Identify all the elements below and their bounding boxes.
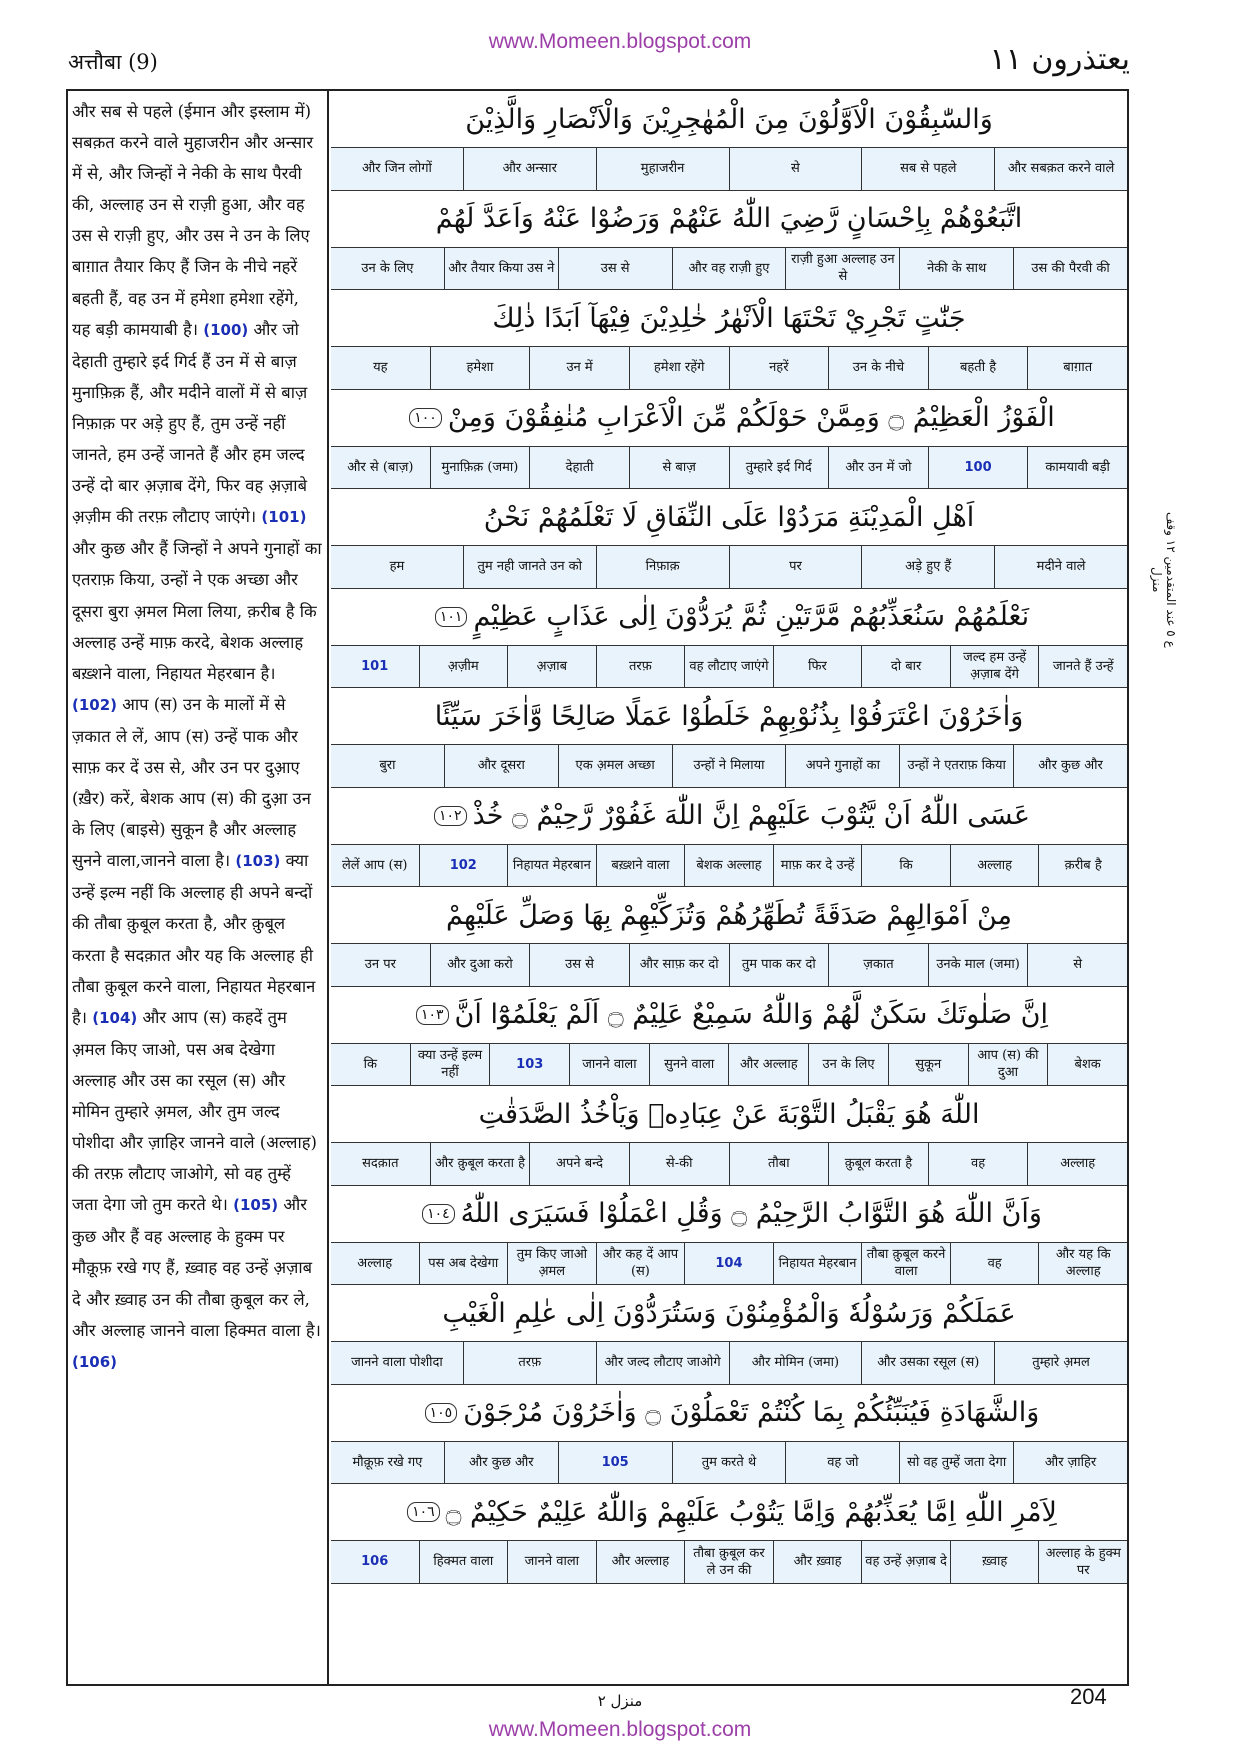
arabic-line — [331, 390, 1127, 446]
translation-text: और जो देहाती तुम्हारे इर्द गिर्द हैं उन में से बाज़ मुनाफ़िक़ हैं, और मदीने वालों में से बाज़ निफ़ाक़ पर अड़े हुए हैं, तुम उन्हें नहीं जानते, हम उन्हें जानते हैं और हम जल्द उन्हें दो बार अ़ज़ाब देंगे, फिर वह अ़ज़ाबे अ़ज़ीम की तरफ़ लौटाए जाएंगे। — [72, 319, 308, 527]
word-meaning-cell: सदक़ात — [362, 1156, 399, 1172]
verse-row — [331, 1285, 1127, 1385]
word-meaning-cell: अपने बन्दे — [529, 1143, 629, 1185]
word-meaning-cell: तुम नही जानते उन को — [463, 546, 596, 588]
word-meaning-cell: 106 — [361, 1554, 389, 1570]
word-meaning-cell: हमेशा रहेंगे — [629, 347, 729, 389]
word-meaning-cell: उस से — [558, 248, 672, 290]
word-meaning-cell: और वह राज़ी हुए — [672, 248, 786, 290]
word-meaning-cell: और से (बाज़) — [347, 459, 414, 475]
verse-row — [331, 489, 1127, 589]
word-meaning-cell: 104 — [684, 1243, 773, 1285]
verse-number: (102) — [72, 695, 118, 714]
word-meaning-cell: उन्हों ने एतराफ़ किया — [899, 745, 1013, 787]
word-meaning-cell: हिक्मत वाला — [419, 1541, 508, 1583]
arabic-text: عَسَى اللّٰهُ اَنْ يَّتُوْبَ عَلَيْهِمْ اِنَّ اللّٰهَ غَفُوْرٌ رَّحِيْمٌ ۝ خُذْ — [472, 800, 1030, 831]
word-meaning-cell: पस अब देखेगा — [419, 1243, 508, 1285]
arabic-line — [331, 1285, 1127, 1341]
verse-row — [331, 589, 1127, 689]
translation-verse — [72, 1008, 317, 1215]
arabic-line — [331, 887, 1127, 943]
word-meaning-cell: मुहाजरीन — [596, 148, 729, 190]
word-meaning-cell: और जिन लोगों — [361, 161, 432, 177]
translation-verse — [72, 851, 315, 1026]
word-meaning-row — [331, 545, 1127, 589]
word-meaning-cell: अल्लाह के हुक्म पर — [1038, 1541, 1127, 1583]
word-meaning-cell: तुम पाक कर दो — [729, 944, 829, 986]
word-meaning-cell: और अल्लाह — [596, 1541, 685, 1583]
word-meaning-cell: तौबा क़ुबूल करने वाला — [861, 1243, 950, 1285]
arabic-line — [331, 788, 1127, 844]
word-meaning-cell: बेशक अल्लाह — [684, 845, 773, 887]
word-meaning-cell: और दूसरा — [444, 745, 558, 787]
word-meaning-cell: यह — [373, 360, 388, 376]
word-meaning-cell: निफ़ाक़ — [596, 546, 729, 588]
verse-row — [331, 1385, 1127, 1485]
verse-number: (100) — [203, 320, 249, 339]
arabic-text: اللّٰهَ هُوَ يَقْبَلُ التَّوْبَةَ عَنْ عِبَادِهٖ وَيَاْخُذُ الصَّدَقٰتِ — [478, 1098, 980, 1130]
word-meaning-cell: अल्लाह — [1027, 1143, 1127, 1185]
word-meaning-cell: क्या उन्हें इल्म नहीं — [410, 1044, 490, 1086]
word-meaning-cell: तुम्हारे इर्द गिर्द — [729, 447, 829, 489]
word-meaning-cell: 103 — [489, 1044, 569, 1086]
word-meaning-cell: पर — [729, 546, 862, 588]
word-meaning-cell: सुनने वाला — [649, 1044, 729, 1086]
word-meaning-cell: जानते हैं उन्हें — [1038, 646, 1127, 688]
word-meaning-cell: बुरा — [379, 758, 396, 774]
word-meaning-row — [331, 147, 1127, 191]
word-meaning-cell: अड़े हुए हैं — [861, 546, 994, 588]
word-meaning-cell: और कुछ और — [444, 1442, 558, 1484]
translation-text: और आप (स) कहदें तुम अ़मल किए जाओ, पस अब देखेगा अल्लाह और उस का रसूल (स) और मोमिन तुम्हारे अ़मल, और तुम जल्द पोशीदा और ज़ाहिर जानने वाले (अल्लाह) की तरफ़ लौटाए जाओगे, सो वह तुम्हें जता देगा जो तुम करते थे। — [72, 1007, 317, 1215]
word-meaning-cell: और यह कि अल्लाह — [1038, 1243, 1127, 1285]
arabic-line — [331, 191, 1127, 247]
verse-row — [331, 987, 1127, 1087]
word-meaning-cell: सो वह तुम्हें जता देगा — [899, 1442, 1013, 1484]
translation-verse — [72, 1195, 321, 1370]
word-meaning-cell: देहाती — [529, 447, 629, 489]
word-meaning-cell: बहती है — [928, 347, 1028, 389]
word-meaning-cell: अल्लाह — [950, 845, 1039, 887]
arabic-line — [331, 688, 1127, 744]
word-meaning-cell: और सबक़त करने वाले — [994, 148, 1127, 190]
word-meaning-cell: और अन्सार — [463, 148, 596, 190]
word-meaning-cell: और साफ़ कर दो — [629, 944, 729, 986]
word-meaning-cell: लेलें आप (स) — [341, 857, 408, 873]
word-meaning-cell: एक अ़मल अच्छा — [558, 745, 672, 787]
arabic-text: اَهْلِ الْمَدِيْنَةِ مَرَدُوْا عَلَى النِّفَاقِ لَا تَعْلَمُهُمْ نَحْنُ — [483, 501, 975, 533]
word-meaning-cell: अल्लाह — [357, 1255, 393, 1271]
word-meaning-cell: मौक़ूफ़ रखे गए — [352, 1454, 423, 1470]
word-meaning-row — [331, 1043, 1127, 1087]
word-meaning-cell: कि — [861, 845, 950, 887]
translation-verse — [72, 320, 307, 527]
word-meaning-cell: राज़ी हुआ अल्लाह उन से — [785, 248, 899, 290]
word-meaning-cell: और उन में जो — [828, 447, 928, 489]
word-by-word-column — [331, 91, 1127, 1684]
translation-text: आप (स) उन के मालों में से ज़कात ले लें, आप (स) उन्हें पाक और साफ़ कर दें उस से, और उन पर दुआ़ए (ख़ैर) करें, बेशक आप (स) की दुआ़ उन के लिए (बाइसे) सुकून है और अल्लाह सुनने वाला,जानने वाला है। — [72, 694, 311, 871]
juz-name-arabic: يعتذرون ١١ — [989, 42, 1130, 77]
word-meaning-cell: और क़ुबूल करता है — [430, 1143, 530, 1185]
arabic-text: اتَّبَعُوْهُمْ بِاِحْسَانٍ رَّضِيَ اللّٰهُ عَنْهُمْ وَرَضُوْا عَنْهُ وَاَعَدَّ لَهُمْ — [435, 203, 1023, 234]
verse-number: (105) — [233, 1196, 279, 1215]
word-meaning-cell: और जल्द लौटाए जाओगे — [596, 1342, 729, 1384]
arabic-text: وَاٰخَرُوْنَ اعْتَرَفُوْا بِذُنُوْبِهِمْ خَلَطُوْا عَمَلًا صَالِحًا وَّاٰخَرَ سَيِّئًا — [434, 700, 1024, 732]
word-meaning-cell: उन्हों ने मिलाया — [672, 745, 786, 787]
word-meaning-row — [331, 1441, 1127, 1485]
arabic-line — [331, 1086, 1127, 1142]
manzil-label: منزل ٢ — [597, 1692, 643, 1710]
word-meaning-cell: फिर — [773, 646, 862, 688]
word-meaning-cell: तरफ़ — [596, 646, 685, 688]
verse-row — [331, 91, 1127, 191]
word-meaning-cell: उन में — [529, 347, 629, 389]
word-meaning-cell: अ़ज़ाब — [507, 646, 596, 688]
word-meaning-cell: माफ़ कर दे उन्हें — [773, 845, 862, 887]
ayah-end-marker: ١٠٠ — [409, 408, 442, 428]
word-meaning-cell: जल्द हम उन्हें अ़ज़ाब देंगे — [950, 646, 1039, 688]
word-meaning-cell: क़ुबूल करता है — [828, 1143, 928, 1185]
word-meaning-row — [331, 346, 1127, 390]
word-meaning-cell: वह — [950, 1243, 1039, 1285]
word-meaning-cell: बाग़ात — [1027, 347, 1127, 389]
word-meaning-cell: नेकी के साथ — [899, 248, 1013, 290]
translation-text: और कुछ और हैं जिन्हों ने अपने गुनाहों का एतराफ़ किया, उन्हों ने एक अच्छा और दूसरा बुरा अ़मल मिला लिया, क़रीब है कि अल्लाह उन्हें माफ़ करदे, बेशक अल्लाह बख़्शने वाला, निहायत मेहरबान है। — [72, 539, 322, 683]
word-meaning-cell: मुनाफ़िक़ (जमा) — [430, 447, 530, 489]
word-meaning-cell: बेशक — [1047, 1044, 1127, 1086]
site-url-bottom[interactable]: www.Momeen.blogspot.com — [488, 1718, 752, 1741]
word-meaning-cell: हमेशा — [430, 347, 530, 389]
word-meaning-cell: 100 — [928, 447, 1028, 489]
word-meaning-cell: मदीने वाले — [994, 546, 1127, 588]
word-meaning-cell: तौबा क़ुबूल कर ले उन की — [684, 1541, 773, 1583]
verse-row — [331, 887, 1127, 987]
arabic-text: وَالشَّهَادَةِ فَيُنَبِّئُكُمْ بِمَا كُنْتُمْ تَعْمَلُوْنَ ۝ وَاٰخَرُوْنَ مُرْجَوْنَ — [463, 1397, 1040, 1428]
verse-number: (101) — [261, 508, 307, 527]
word-meaning-row — [331, 1341, 1127, 1385]
verse-row — [331, 1186, 1127, 1286]
word-meaning-cell: उन के नीचे — [828, 347, 928, 389]
word-meaning-cell: उन के लिए — [808, 1044, 888, 1086]
verse-row — [331, 390, 1127, 490]
arabic-text: مِنْ اَمْوَالِهِمْ صَدَقَةً تُطَهِّرُهُمْ وَتُزَكِّيْهِمْ بِهَا وَصَلِّ عَلَيْهِمْ — [446, 899, 1012, 931]
verse-number: (104) — [92, 1008, 138, 1027]
verse-number: (106) — [72, 1352, 118, 1371]
arabic-text: وَاَنَّ اللّٰهَ هُوَ التَّوَّابُ الرَّحِيْمُ ۝ وَقُلِ اعْمَلُوْا فَسَيَرَى اللّٰهُ — [460, 1198, 1042, 1229]
arabic-line — [331, 91, 1127, 147]
arabic-line — [331, 589, 1127, 645]
word-meaning-row — [331, 645, 1127, 689]
word-meaning-cell: और दुआ करो — [430, 944, 530, 986]
word-meaning-cell: उन के लिए — [361, 260, 414, 276]
word-meaning-cell: तुम किए जाओ अ़मल — [507, 1243, 596, 1285]
word-meaning-cell: जानने वाला — [507, 1541, 596, 1583]
word-meaning-cell: ख़्वाह — [950, 1541, 1039, 1583]
word-meaning-cell: और उसका रसूल (स) — [861, 1342, 994, 1384]
arabic-text: جَنّٰتٍ تَجْرِيْ تَحْتَهَا الْاَنْهٰرُ خٰلِدِيْنَ فِيْهَآ اَبَدًا ذٰلِكَ — [492, 302, 966, 334]
word-meaning-cell: कामयावी बड़ी — [1027, 447, 1127, 489]
word-meaning-cell: वह जो — [785, 1442, 899, 1484]
column-divider — [327, 89, 329, 1686]
word-meaning-cell: वह उन्हें अ़ज़ाब दे — [861, 1541, 950, 1583]
arabic-line — [331, 1186, 1127, 1242]
translation-text: और कुछ और हैं वह अल्लाह के हुक्म पर मौक़ूफ़ रखे गए हैं, ख़्वाह वह उन्हें अ़ज़ाब दे और ख़्वाह उन की तौबा क़ुबूल कर ले, और अल्लाह जानने वाला हिक्मत वाला है। — [72, 1195, 321, 1340]
arabic-line — [331, 1385, 1127, 1441]
word-meaning-cell: ज़कात — [828, 944, 928, 986]
word-meaning-cell: तौबा — [729, 1143, 829, 1185]
word-meaning-cell: बख़्शने वाला — [596, 845, 685, 887]
arabic-line — [331, 489, 1127, 545]
word-meaning-row — [331, 247, 1127, 291]
word-meaning-cell: और अल्लाह — [728, 1044, 808, 1086]
verse-row — [331, 290, 1127, 390]
word-meaning-cell: उनके माल (जमा) — [928, 944, 1028, 986]
word-meaning-cell: निहायत मेहरबान — [507, 845, 596, 887]
word-meaning-cell: 105 — [558, 1442, 672, 1484]
arabic-text: وَالسّٰبِقُوْنَ الْاَوَّلُوْنَ مِنَ الْمُهٰجِرِيْنَ وَالْاَنْصَارِ وَالَّذِيْنَ — [465, 103, 993, 135]
arabic-text: لِاَمْرِ اللّٰهِ اِمَّا يُعَذِّبُهُمْ وَاِمَّا يَتُوْبُ عَلَيْهِمْ وَاللّٰهُ عَلِيْمٌ حَكِيْمٌ ۝ — [445, 1496, 1057, 1528]
word-meaning-cell: कि — [363, 1056, 377, 1072]
word-meaning-cell: निहायत मेहरबान — [773, 1243, 862, 1285]
arabic-text: عَمَلَكُمْ وَرَسُوْلُهٗ وَالْمُؤْمِنُوْنَ وَسَتُرَدُّوْنَ اِلٰى عٰلِمِ الْغَيْبِ — [442, 1297, 1016, 1329]
verse-row — [331, 1086, 1127, 1186]
ayah-end-marker: ١٠٣ — [416, 1005, 449, 1025]
word-meaning-cell: तरफ़ — [463, 1342, 596, 1384]
translation-verse — [72, 102, 313, 339]
ayah-end-marker: ١٠٢ — [434, 806, 467, 826]
word-meaning-cell: तुम्हारे अ़मल — [994, 1342, 1127, 1384]
word-meaning-row — [331, 1540, 1127, 1584]
site-url-top[interactable]: www.Momeen.blogspot.com — [488, 30, 752, 53]
word-meaning-cell: क़रीब है — [1038, 845, 1127, 887]
word-meaning-cell: वह लौटाए जाएंगे — [684, 646, 773, 688]
word-meaning-cell: से-की — [629, 1143, 729, 1185]
ayah-end-marker: ١٠١ — [435, 607, 468, 627]
translation-text: क्या उन्हें इल्म नहीं कि अल्लाह ही अपने बन्दों की तौबा क़ुबूल करता है, और क़ुबूल करता है सदक़ात और यह कि अल्लाह ही तौबा क़ुबूल करने वाला, निहायत मेहरबान है। — [72, 851, 316, 1027]
word-meaning-cell: और ख़्वाह — [773, 1541, 862, 1583]
word-meaning-cell: और मोमिन (जमा) — [729, 1342, 862, 1384]
word-meaning-row — [331, 943, 1127, 987]
word-meaning-cell: और कुछ और — [1013, 745, 1127, 787]
verse-row — [331, 788, 1127, 888]
word-meaning-cell: से — [1027, 944, 1127, 986]
arabic-line — [331, 1484, 1127, 1540]
word-meaning-cell: 102 — [419, 845, 508, 887]
word-meaning-cell: जानने वाला पोशीदा — [351, 1355, 443, 1371]
word-meaning-cell: और तैयार किया उस ने — [444, 248, 558, 290]
word-meaning-cell: से — [729, 148, 862, 190]
word-meaning-cell: अपने गुनाहों का — [785, 745, 899, 787]
margin-note: ع ٥ عند المتقدمين ١٢ وقف منزل — [1150, 512, 1178, 648]
word-meaning-cell: से बाज़ — [629, 447, 729, 489]
word-meaning-cell: दो बार — [861, 646, 950, 688]
arabic-text: الْفَوْزُ الْعَظِيْمُ ۝ وَمِمَّنْ حَوْلَكُمْ مِّنَ الْاَعْرَابِ مُنٰفِقُوْنَ وَمِنْ — [447, 402, 1055, 433]
surah-name-hindi: अत्तौबा (9) — [68, 50, 158, 74]
translation-column — [72, 96, 322, 1681]
arabic-line — [331, 290, 1127, 346]
word-meaning-row — [331, 446, 1127, 490]
page-number: 204 — [1070, 1684, 1107, 1709]
word-meaning-cell: उस की पैरवी की — [1013, 248, 1127, 290]
word-meaning-cell: उन पर — [364, 957, 396, 973]
word-meaning-cell: हम — [389, 559, 405, 575]
translation-verse — [72, 695, 311, 870]
word-meaning-cell: जानने वाला — [569, 1044, 649, 1086]
word-meaning-cell: और कह दें आप (स) — [596, 1243, 685, 1285]
word-meaning-cell: आप (स) की दुआ — [968, 1044, 1048, 1086]
verse-row — [331, 688, 1127, 788]
verse-number: (103) — [235, 852, 281, 871]
word-meaning-row — [331, 744, 1127, 788]
translation-verse — [72, 539, 322, 713]
verse-row — [331, 1484, 1127, 1584]
word-meaning-row — [331, 1142, 1127, 1186]
word-meaning-cell: अ़ज़ीम — [419, 646, 508, 688]
word-meaning-cell: नहरें — [729, 347, 829, 389]
word-meaning-row — [331, 1242, 1127, 1286]
arabic-text: نَعْلَمُهُمْ سَنُعَذِّبُهُمْ مَّرَّتَيْنِ ثُمَّ يُرَدُّوْنَ اِلٰى عَذَابٍ عَظِيْمٍ — [473, 601, 1030, 632]
word-meaning-cell: 101 — [361, 658, 389, 674]
word-meaning-cell: तुम करते थे — [672, 1442, 786, 1484]
word-meaning-cell: सुकून — [888, 1044, 968, 1086]
word-meaning-cell: वह — [928, 1143, 1028, 1185]
word-meaning-row — [331, 844, 1127, 888]
ayah-end-marker: ١٠٥ — [425, 1403, 458, 1423]
verse-row — [331, 191, 1127, 291]
word-meaning-cell: सब से पहले — [861, 148, 994, 190]
translation-text: और सब से पहले (ईमान और इस्लाम में) सबक़त करने वाले मुहाजरीन और अन्सार में से, और जिन्हों ने नेकी के साथ पैरवी की, अल्लाह उन से राज़ी हुआ, और वह उस से राज़ी हुए, और उस ने उन के लिए बाग़ात तैयार किए हैं जिन के नीचे नहरें बहती हैं, वह उन में हमेशा हमेशा रहेंगे, यह बड़ी कामयाबी है। — [72, 102, 314, 339]
arabic-text: اِنَّ صَلٰوتَكَ سَكَنٌ لَّهُمْ وَاللّٰهُ سَمِيْعٌ عَلِيْمٌ ۝ اَلَمْ يَعْلَمُوْٓا اَنَّ — [454, 999, 1049, 1030]
ayah-end-marker: ١٠٦ — [407, 1502, 440, 1522]
ayah-end-marker: ١٠٤ — [422, 1204, 455, 1224]
arabic-line — [331, 987, 1127, 1043]
word-meaning-cell: और ज़ाहिर — [1013, 1442, 1127, 1484]
word-meaning-cell: उस से — [529, 944, 629, 986]
